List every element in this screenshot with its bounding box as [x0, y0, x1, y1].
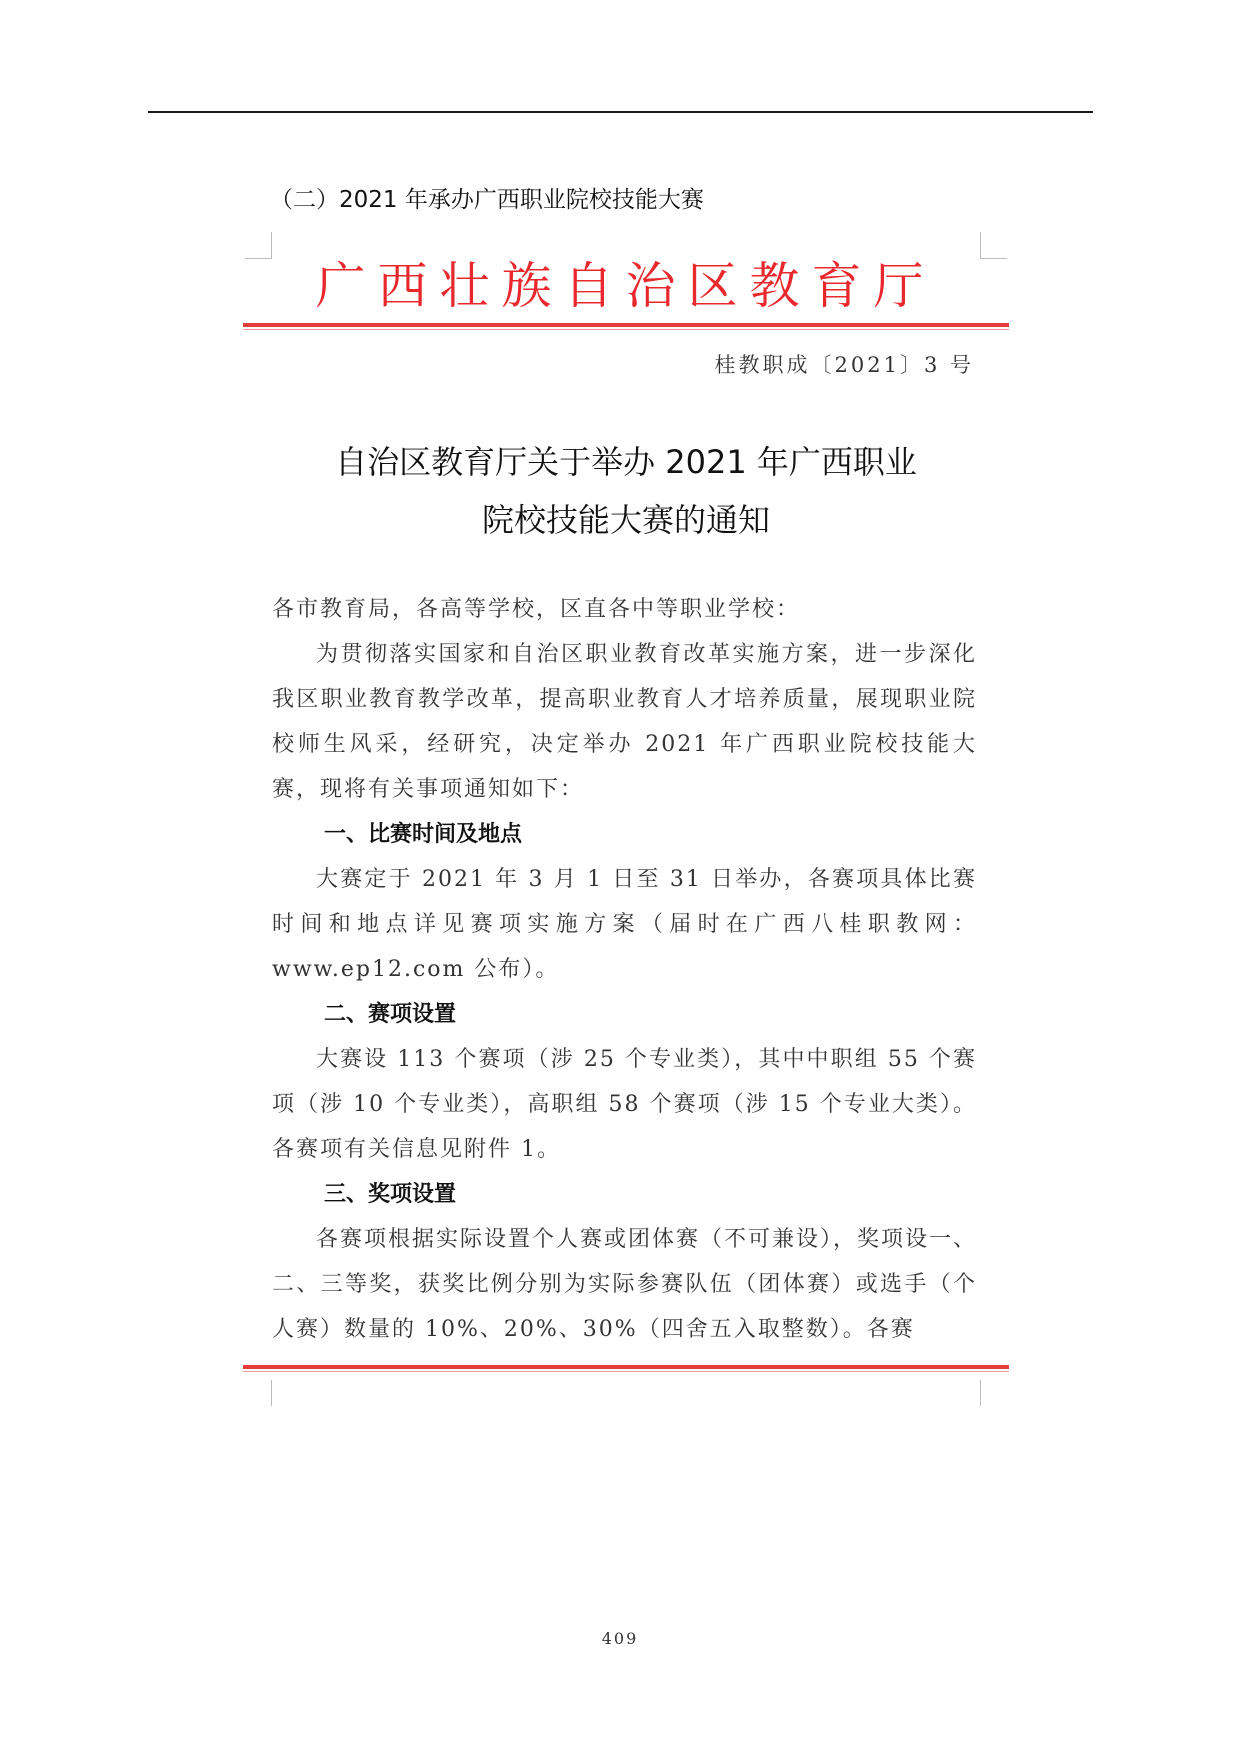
footer-red-rule-thin [243, 1371, 1009, 1372]
masthead-red-rule [243, 323, 1009, 327]
salutation: 各市教育局，各高等学校，区直各中等职业学校： [272, 597, 801, 622]
masthead-red-rule-thin [243, 329, 1009, 330]
section-1-text: 大赛定于 2021 年 3 月 1 日至 31 日举办，各赛项具体比赛时间和地点详见赛项实施方案（届时在广西八桂职教网：www.ep12.com 公布）。 [272, 867, 977, 982]
page-number: 409 [601, 1629, 639, 1648]
crop-mark-bottom-left [271, 1380, 298, 1406]
section-3-text: 各赛项根据实际设置个人赛或团体赛（不可兼设），奖项设一、二、三等奖，获奖比例分别为实际参赛队伍（团体赛）或选手（个人赛）数量的 10%、20%、30%（四舍五入取整数）。各赛 [272, 1227, 978, 1342]
document-title-line-1: 自治区教育厅关于举办 2021 年广西职业 [335, 443, 917, 481]
header-rule [148, 111, 1093, 113]
section-2-heading: 二、赛项设置 [324, 1002, 457, 1027]
footer-red-rule [243, 1365, 1009, 1369]
section-2-text: 大赛设 113 个赛项（涉 25 个专业类），其中中职组 55 个赛项（涉 10 个专业类），高职组 58 个赛项（涉 15 个专业大类）。各赛项有关信息见附件 1。 [272, 1047, 977, 1162]
masthead-title: 广西壮族自治区教育厅 [315, 257, 936, 315]
document-number: 桂教职成〔2021〕3 号 [714, 353, 974, 377]
section-3-heading: 三、奖项设置 [324, 1182, 457, 1207]
crop-mark-bottom-right [980, 1380, 1007, 1406]
section-1-heading: 一、比赛时间及地点 [324, 822, 523, 847]
section-heading: （二）2021 年承办广西职业院校技能大赛 [270, 187, 704, 213]
intro-paragraph: 为贯彻落实国家和自治区职业教育改革实施方案，进一步深化我区职业教育教学改革，提高职业教育人才培养质量，展现职业院校师生风采，经研究，决定举办 2021 年广西职业院校技能大赛，现将有关事项通知如下： [272, 642, 977, 802]
document-title-line-2: 院校技能大赛的通知 [481, 501, 770, 539]
